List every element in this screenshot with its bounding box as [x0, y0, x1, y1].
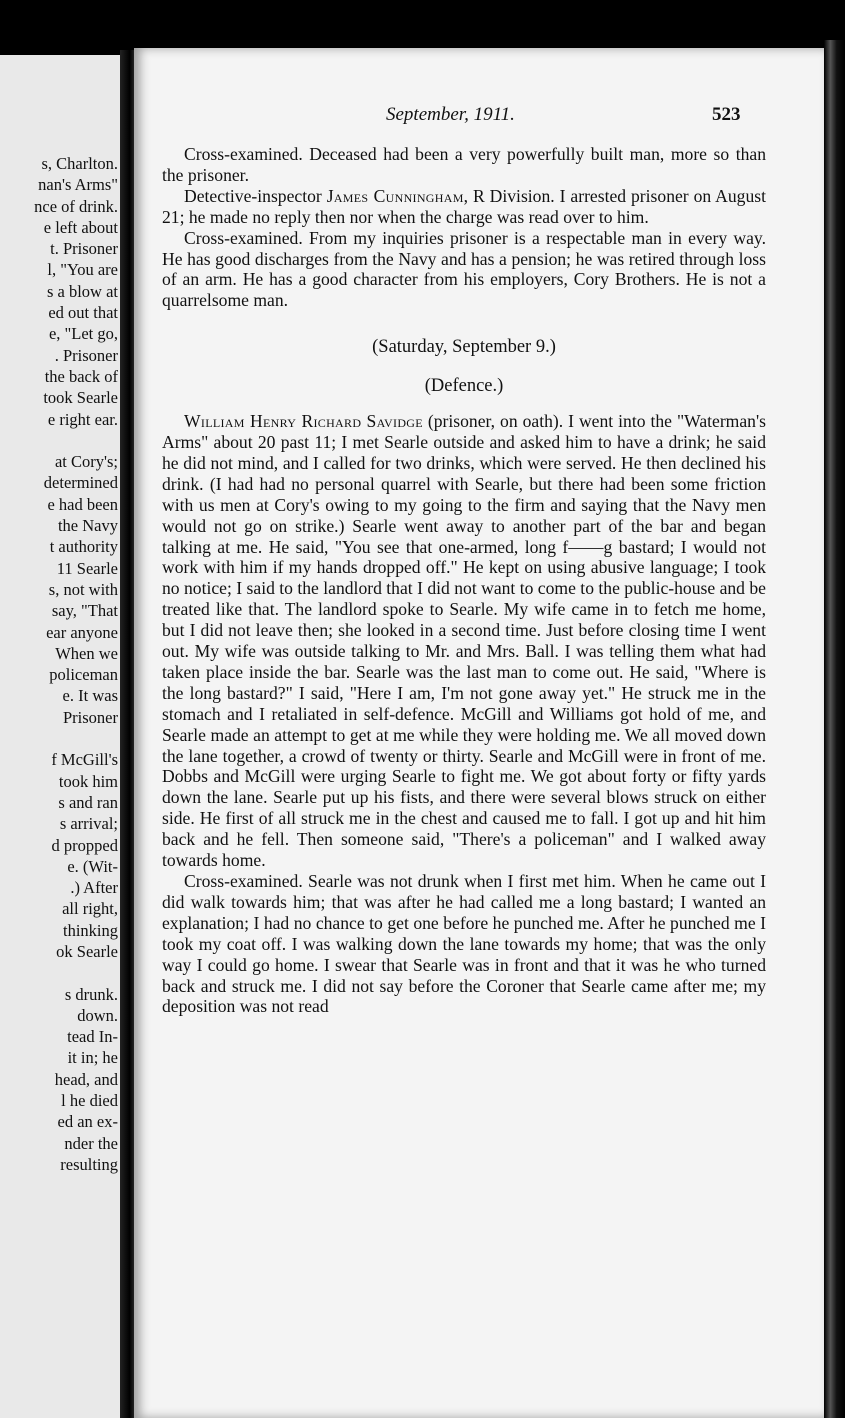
running-title: September, 1911. [386, 104, 515, 125]
left-page-line: tead In- [67, 1027, 118, 1047]
left-page-line: resulting [60, 1154, 118, 1174]
paragraph-cross-examined-2: Cross-examined. From my inquiries prisoner is a respectable man in every way. He has good discharges from the Navy and has a pension; he was retired through loss of an arm. He has a good character from his employers, Cory Brothers. He is not a quarrelsome man. [162, 227, 766, 311]
left-page-line: e left about [43, 217, 118, 237]
left-page-line: s arrival; [59, 814, 118, 834]
left-page-line: s, Charlton. [41, 154, 118, 173]
left-page-fragment [0, 55, 122, 1418]
paragraph-cross-examined-1: Cross-examined. Deceased had been a very powerfully built man, more so than the prisoner. [162, 144, 766, 185]
left-page-line: head, and [54, 1069, 118, 1089]
left-page-line: at Cory's; [54, 452, 118, 472]
left-page-line: f McGill's [51, 750, 118, 770]
left-page-line: the back of [44, 366, 118, 386]
paragraph-cross-examined-3: Cross-examined. Searle was not drunk when I first met him. When he came out I did walk towards him; that was after he had called me a long bastard; I wanted an explanation; I had no chance to get one before he punched me. After he punched me I took my coat off. I was walking down the lane towards my home; that was the only way I could go home. I swear that Searle was in front and that it was he who turned back and struck me. I did not say before the Coroner that Searle came after me; my deposition was not read [162, 871, 766, 1017]
witness-name: James Cunningham [326, 185, 464, 206]
date-heading: (Saturday, September 9.) [372, 337, 556, 358]
left-page-line: t authority [49, 537, 118, 557]
left-page-line: s a blow at [46, 281, 118, 301]
prisoner-name: William Henry Richard Savidge [184, 411, 423, 432]
left-page-line: determined [43, 473, 118, 493]
right-page [134, 48, 824, 1418]
left-page-line: say, "That [51, 601, 118, 621]
left-page-line: ed out that [48, 303, 118, 323]
left-page-line: ear anyone [46, 622, 118, 642]
left-page-line: all right, [62, 899, 118, 919]
left-page-line: l he died [61, 1091, 118, 1111]
page-header [134, 104, 824, 134]
left-page-line: e right ear. [47, 409, 118, 429]
left-page-line: t. Prisoner [50, 239, 118, 259]
left-page-line: took him [58, 771, 118, 791]
page-edge [824, 40, 845, 1418]
left-page-line: When we [55, 643, 118, 663]
left-page-line: down. [77, 1005, 118, 1025]
left-page-line: s, not with [48, 579, 118, 599]
left-page-line: .) After [70, 878, 118, 898]
left-page-line [0, 962, 118, 983]
left-page-line: nder the [64, 1133, 118, 1153]
left-page-line: policeman [49, 665, 118, 685]
left-page-line: 11 Searle [56, 558, 118, 578]
left-page-text [0, 153, 118, 1175]
left-page-line: d propped [51, 835, 118, 855]
left-page-line [0, 728, 118, 749]
left-page-line: Prisoner [63, 707, 118, 727]
left-page-line: thinking [62, 920, 118, 940]
left-page-line: e. (Wit- [67, 856, 118, 876]
left-page-line: e had been [47, 494, 118, 514]
left-page-line: took Searle [43, 388, 118, 408]
paragraph-cunningham: Detective-inspector James Cunningham, R Division. I arrested prisoner on August 21; he made no reply then nor when the charge was read over to him. [162, 185, 766, 227]
page-body [162, 144, 766, 1017]
paragraph-prisoner-testimony: William Henry Richard Savidge (prisoner, on oath). I went into the "Waterman's Arms" about 20 past 11; I met Searle outside and asked him to have a drink; he said he did not mind, and I called for two drinks, which were served. He then declined his drink. (I had had no personal quarrel with Searle, but there had been some friction with us men at Cory's owing to my going to the firm and saying that the Navy men would not go on strike.) Searle went away to another part of the bar and began talking at me. He said, "You see that one-armed, long f——g bastard; I would not work with him if my hands dropped off." He kept on using abusive language; I took no notice; I said to the landlord that I did not want to come to the public-house and be treated like that. The landlord spoke to Searle. My wife came in to fetch me home, but I did not leave then; she looked in a second time. Just before closing time I went out. My wife was outside talking to Mr. and Mrs. Ball. I was telling them what had taken place inside the bar. Searle was the last man to come out. He said, "Where is the long bastard?" I said, "Here I am, I'm not gone away yet." He struck me in the stomach and I retaliated in self-defence. McGill and Williams got hold of me, and Searle made an attempt to get at me while they were holding me. We all moved down the lane together, a crowd of twenty or thirty. Searle and McGill were in front of me. Dobbs and McGill were urging Searle to fight me. We got about forty or fifty yards down the lane. Searle put up his fists, and there were several blows struck on either side. He first of all struck me in the chest and caused me to fall. I got up and hit him back and he fell. Then someone said, "There's a policeman" and I walked away towards home. [162, 411, 766, 871]
left-page-line: . Prisoner [54, 345, 118, 365]
left-page-line [0, 430, 118, 451]
defence-heading: (Defence.) [424, 376, 504, 397]
left-page-line: e, "Let go, [48, 324, 118, 344]
left-page-line: s and ran [58, 792, 118, 812]
left-page-line: ed an ex- [57, 1112, 118, 1132]
page-number: 523 [712, 104, 741, 125]
left-page-line: s drunk. [64, 984, 118, 1004]
left-page-line: nce of drink. [34, 196, 118, 216]
left-page-line: the Navy [57, 516, 118, 536]
left-page-line: l, "You are [47, 260, 118, 280]
left-page-line: e. It was [62, 686, 118, 706]
left-page-line: it in; he [67, 1048, 118, 1068]
left-page-line: ok Searle [56, 941, 118, 961]
left-page-line: nan's Arms" [38, 175, 118, 195]
